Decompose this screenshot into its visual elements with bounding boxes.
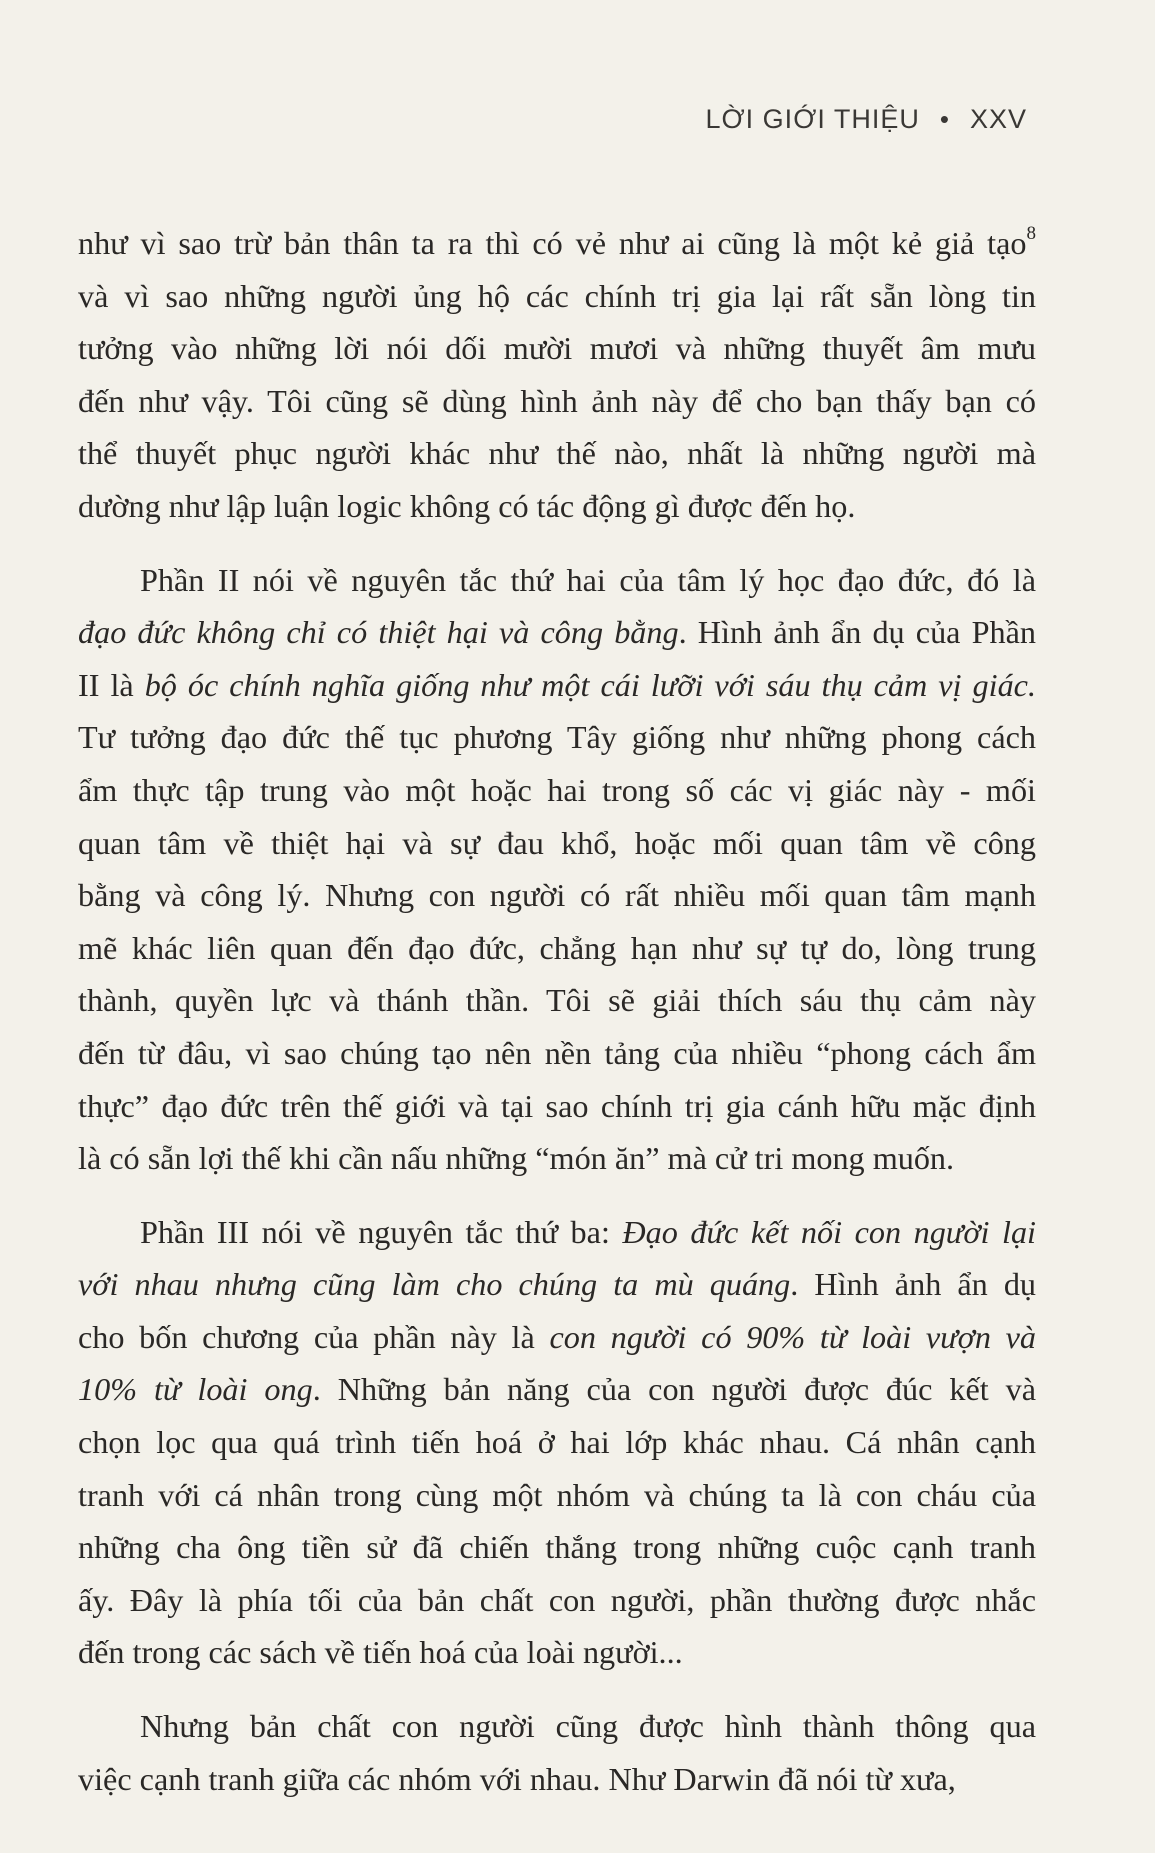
- text-line: [78, 1753, 1036, 1806]
- text-run: và vì sao những người ủng hộ các chính trị gia lại rất sẵn lòng tin: [78, 277, 1036, 314]
- text-line: [78, 1363, 1036, 1416]
- text-line: [78, 427, 1036, 480]
- text-run: thể thuyết phục người khác như thế nào, nhất là những người mà: [78, 435, 1036, 472]
- text-line: [78, 322, 1036, 375]
- body-text: [78, 217, 1036, 1805]
- text-run: Phần III nói về nguyên tắc thứ ba:: [140, 1213, 623, 1250]
- text-run: quan tâm về thiệt hại và sự đau khổ, hoặc mối quan tâm về công: [78, 824, 1036, 861]
- text-line: [78, 1258, 1036, 1311]
- italic-run: bộ óc chính nghĩa giống như một cái lưỡi với sáu thụ cảm vị giác.: [144, 666, 1037, 703]
- text-line: [78, 375, 1036, 428]
- text-line: [78, 764, 1036, 817]
- text-run: tưởng vào những lời nói dối mười mươi và những thuyết âm mưu: [78, 330, 1036, 367]
- text-run: mẽ khác liên quan đến đạo đức, chẳng hạn như sự tự do, lòng trung: [78, 929, 1036, 966]
- text-line: [78, 217, 1036, 270]
- text-run: việc cạnh tranh giữa các nhóm với nhau. Như Darwin đã nói từ xưa,: [78, 1760, 956, 1797]
- italic-run: 10% từ loài ong: [78, 1371, 313, 1408]
- text-line: [78, 480, 1036, 533]
- paragraph-gap: [78, 533, 1036, 554]
- text-run: . Hình ảnh ẩn dụ của Phần: [678, 614, 1036, 651]
- paragraph: [78, 1206, 1036, 1679]
- text-line: [78, 1311, 1036, 1364]
- text-run: chọn lọc qua quá trình tiến hoá ở hai lớp khác nhau. Cá nhân cạnh: [78, 1424, 1036, 1461]
- page-number: XXV: [969, 104, 1027, 134]
- italic-run: với nhau nhưng cũng làm cho chúng ta mù quáng: [78, 1266, 791, 1303]
- header-bullet: •: [939, 104, 950, 134]
- italic-run: đạo đức không chỉ có thiệt hại và công bằng: [78, 614, 679, 651]
- text-line: [78, 922, 1036, 975]
- text-line: [78, 1027, 1036, 1080]
- text-run: tranh với cá nhân trong cùng một nhóm và chúng ta là con cháu của: [78, 1476, 1036, 1513]
- text-run: thành, quyền lực và thánh thần. Tôi sẽ giải thích sáu thụ cảm này: [78, 982, 1036, 1019]
- paragraph: [78, 217, 1036, 533]
- running-header: [706, 104, 1027, 135]
- text-run: Nhưng bản chất con người cũng được hình thành thông qua: [140, 1708, 1036, 1745]
- text-run: đến từ đâu, vì sao chúng tạo nên nền tảng của nhiều “phong cách ẩm: [78, 1034, 1036, 1071]
- text-line: [78, 554, 1036, 607]
- text-run: bằng và công lý. Nhưng con người có rất nhiều mối quan tâm mạnh: [78, 877, 1036, 914]
- text-run: ẩm thực tập trung vào một hoặc hai trong số các vị giác này - mối: [78, 771, 1036, 808]
- italic-run: con người có 90% từ loài vượn và: [549, 1318, 1036, 1355]
- text-run: thực” đạo đức trên thế giới và tại sao chính trị gia cánh hữu mặc định: [78, 1087, 1036, 1124]
- text-line: [78, 1574, 1036, 1627]
- text-run: II là: [78, 666, 145, 703]
- text-run: ấy. Đây là phía tối của bản chất con người, phần thường được nhắc: [78, 1581, 1036, 1618]
- text-line: [78, 1080, 1036, 1133]
- text-run: đến như vậy. Tôi cũng sẽ dùng hình ảnh này để cho bạn thấy bạn có: [78, 382, 1036, 419]
- text-run: là có sẵn lợi thế khi cần nấu những “món ăn” mà cử tri mong muốn.: [78, 1140, 955, 1177]
- text-line: [78, 606, 1036, 659]
- text-line: [78, 1626, 1036, 1679]
- paragraph-gap: [78, 1185, 1036, 1206]
- text-run: đến trong các sách về tiến hoá của loài người...: [78, 1634, 683, 1671]
- footnote-ref: 8: [1026, 223, 1036, 244]
- text-line: [78, 1700, 1036, 1753]
- text-line: [78, 711, 1036, 764]
- text-line: [78, 1132, 1036, 1185]
- text-line: [78, 270, 1036, 323]
- text-line: [78, 817, 1036, 870]
- text-run: . Hình ảnh ẩn dụ: [790, 1266, 1037, 1303]
- italic-run: Đạo đức kết nối con người lại: [622, 1213, 1036, 1250]
- paragraph-gap: [78, 1679, 1036, 1700]
- text-run: cho bốn chương của phần này là: [78, 1318, 550, 1355]
- text-line: [78, 1521, 1036, 1574]
- text-line: [78, 1469, 1036, 1522]
- paragraph: [78, 1700, 1036, 1805]
- text-run: Phần II nói về nguyên tắc thứ hai của tâm lý học đạo đức, đó là: [140, 561, 1036, 598]
- chapter-title: LỜI GIỚI THIỆU: [705, 104, 920, 134]
- text-run: Tư tưởng đạo đức thế tục phương Tây giống như những phong cách: [78, 719, 1036, 756]
- paragraph: [78, 554, 1036, 1185]
- text-run: dường như lập luận logic không có tác động gì được đến họ.: [78, 487, 856, 524]
- text-run: những cha ông tiền sử đã chiến thắng trong những cuộc cạnh tranh: [78, 1529, 1036, 1566]
- text-line: [78, 659, 1036, 712]
- text-line: [78, 974, 1036, 1027]
- text-line: [78, 1206, 1036, 1259]
- text-line: [78, 1416, 1036, 1469]
- text-run: như vì sao trừ bản thân ta ra thì có vẻ như ai cũng là một kẻ giả tạo: [78, 225, 1027, 261]
- text-run: . Những bản năng của con người được đúc kết và: [312, 1371, 1036, 1408]
- text-line: [78, 869, 1036, 922]
